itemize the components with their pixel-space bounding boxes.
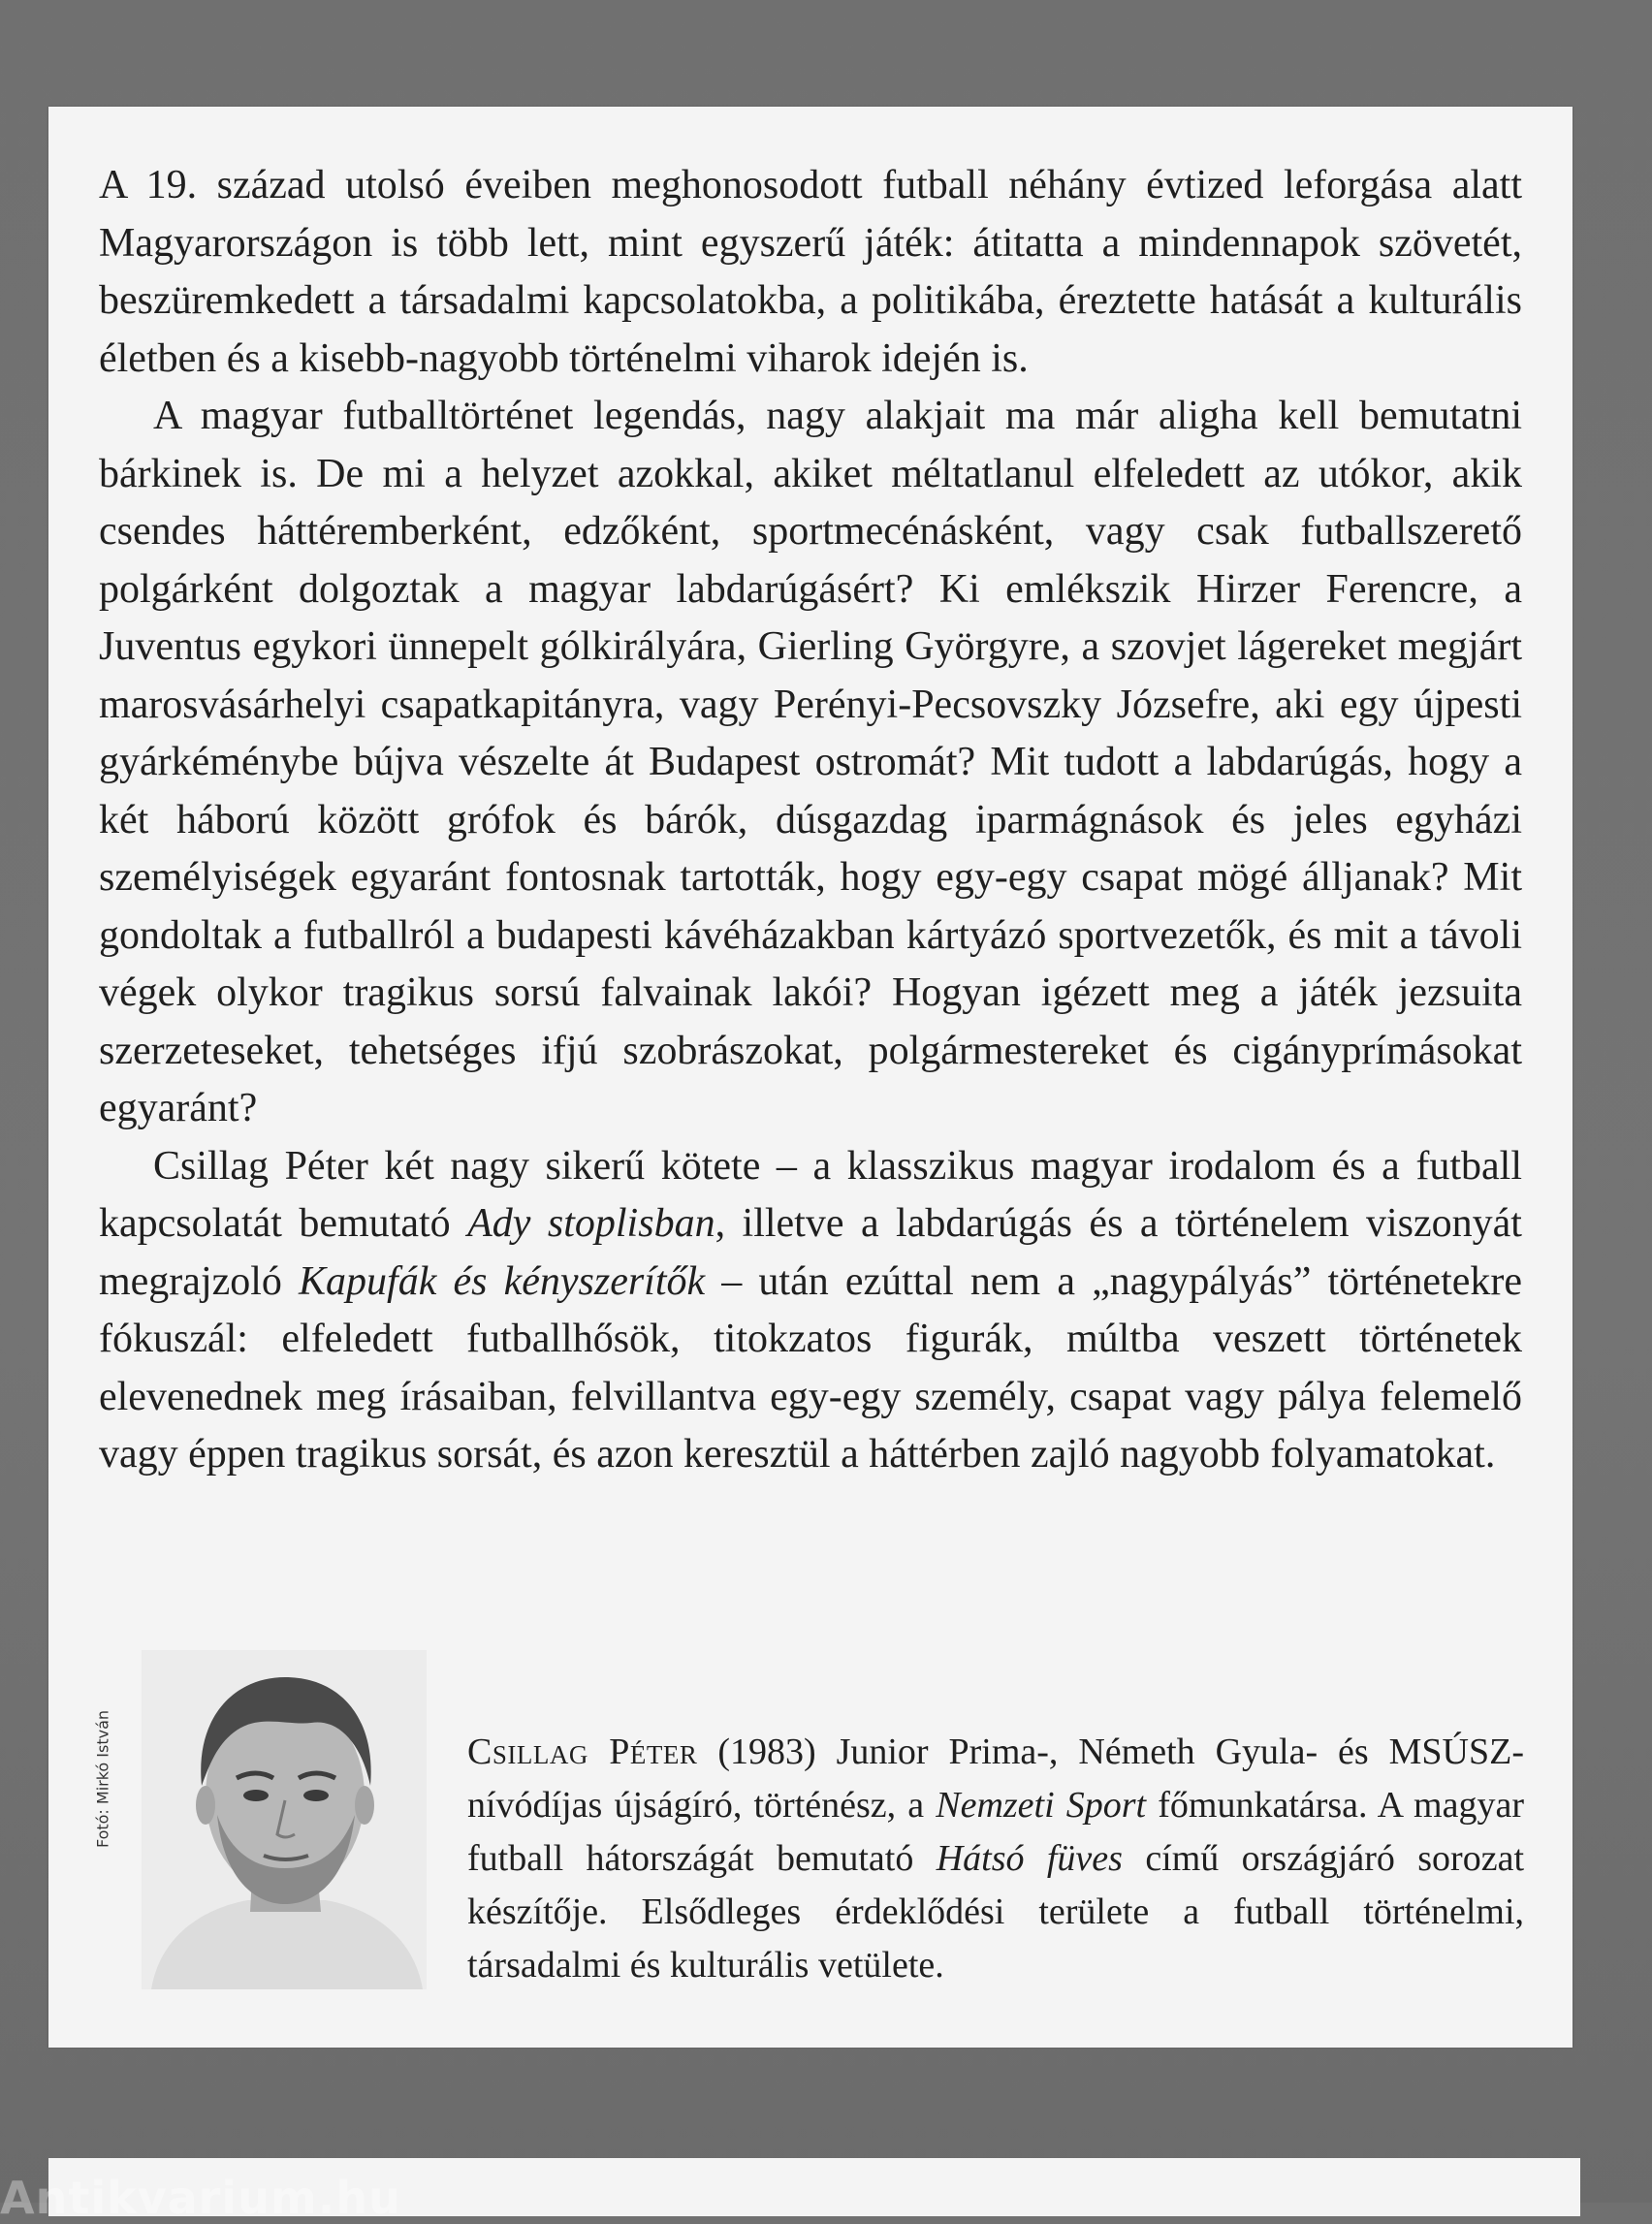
book-title-kapufak: Kapufák és kényszerítők — [299, 1258, 706, 1304]
photo-credit — [91, 1677, 114, 1881]
author-bio-text — [467, 1726, 1524, 1992]
p3-text-1: Csillag Péter két nagy sikerű kötete – a klasszikus magyar irodalom és a futball kapcsolatát bemutató — [99, 1143, 1522, 1246]
watermark: Antikvarium.hu — [0, 2172, 401, 2224]
author-bio — [467, 1726, 1524, 1992]
blurb-paragraph-1: A 19. század utolsó éveiben meghonosodott futball néhány évtized leforgása alatt Magyarországon is több lett, mint egyszerű játék: átitatta a mindennapok szövetét, beszüremkedett a társadalmi kapcsolatokba, a politikába, éreztette hatását a kulturális életben és a kisebb-nagyobb történelmi viharok idején is. — [99, 163, 1522, 381]
p3-text-2: , illetve a labdarúgás és a történelem viszonyát megrajzoló — [99, 1201, 1522, 1304]
author-portrait — [142, 1650, 427, 1989]
bio-text-1: (1983) Junior Prima-, Németh Gyula- és MSÚSZ-nívódíjas újságíró, történész, a — [467, 1732, 1524, 1826]
book-title-ady-stoplisban: Ady stoplisban — [467, 1201, 715, 1246]
p3-text-3: – után ezúttal nem a „nagypályás” történetekre fókuszál: elfeledett futballhősök, titokzatos figurák, múltba veszett történetek elevenednek meg írásaiban, felvillantva egy-egy személy, csapat vagy pálya felemelő vagy éppen tragikus sorsát, és azon keresztül a háttérben zajló nagyobb folyamatokat. — [99, 1258, 1523, 1477]
author-name: Csillag Péter — [467, 1732, 698, 1772]
blurb-text — [99, 157, 1522, 1484]
photo-credit-text: Fotó: Mirkó István — [93, 1709, 112, 1849]
bio-text-3: című országjáró sorozat készítője. Elsődleges érdeklődési területe a futball történelmi, társadalmi és kulturális vetülete. — [467, 1838, 1525, 1986]
bio-text-2: főmunkatársa. A magyar futball hátországát bemutató — [467, 1785, 1524, 1879]
series-name: Hátsó füves — [936, 1838, 1123, 1879]
portrait-illustration — [142, 1650, 427, 1989]
book-back-cover — [48, 107, 1573, 2048]
publication-name: Nemzeti Sport — [936, 1785, 1147, 1826]
blurb-paragraph-2: A magyar futballtörténet legendás, nagy alakjait ma már aligha kell bemutatni bárkinek is. De mi a helyzet azokkal, akiket méltatlanul elfeledett az utókor, akik csendes háttéremberként, edzőként, sportmecénásként, vagy csak futballszerető polgárként dolgoztak a magyar labdarúgásért? Ki emlékszik Hirzer Ferencre, a Juventus egykori ünnepelt gólkirályára, Gierling Györgyre, a szovjet lágereket megjárt marosvásárhelyi csapatkapitányra, vagy Perényi-Pecsovszky Józsefre, aki egy újpesti gyárkéménybe bújva vészelte át Budapest ostromát? Mit tudott a labdarúgás, hogy a két háború között grófok és bárók, dúsgazdag iparmágnások és jeles egyházi személyiségek egyaránt fontosnak tartották, hogy egy-egy csapat mögé álljanak? Mit gondoltak a futballról a budapesti kávéházakban kártyázó sportvezetők, és mit a távoli végek olykor tragikus sorsú falvainak lakói? Hogyan igézett meg a játék jezsuita szerzeteseket, tehetséges ifjú szobrászokat, polgármestereket és cigányprímásokat egyaránt? — [99, 394, 1522, 1130]
blurb-paragraph-3 — [99, 1138, 1522, 1484]
